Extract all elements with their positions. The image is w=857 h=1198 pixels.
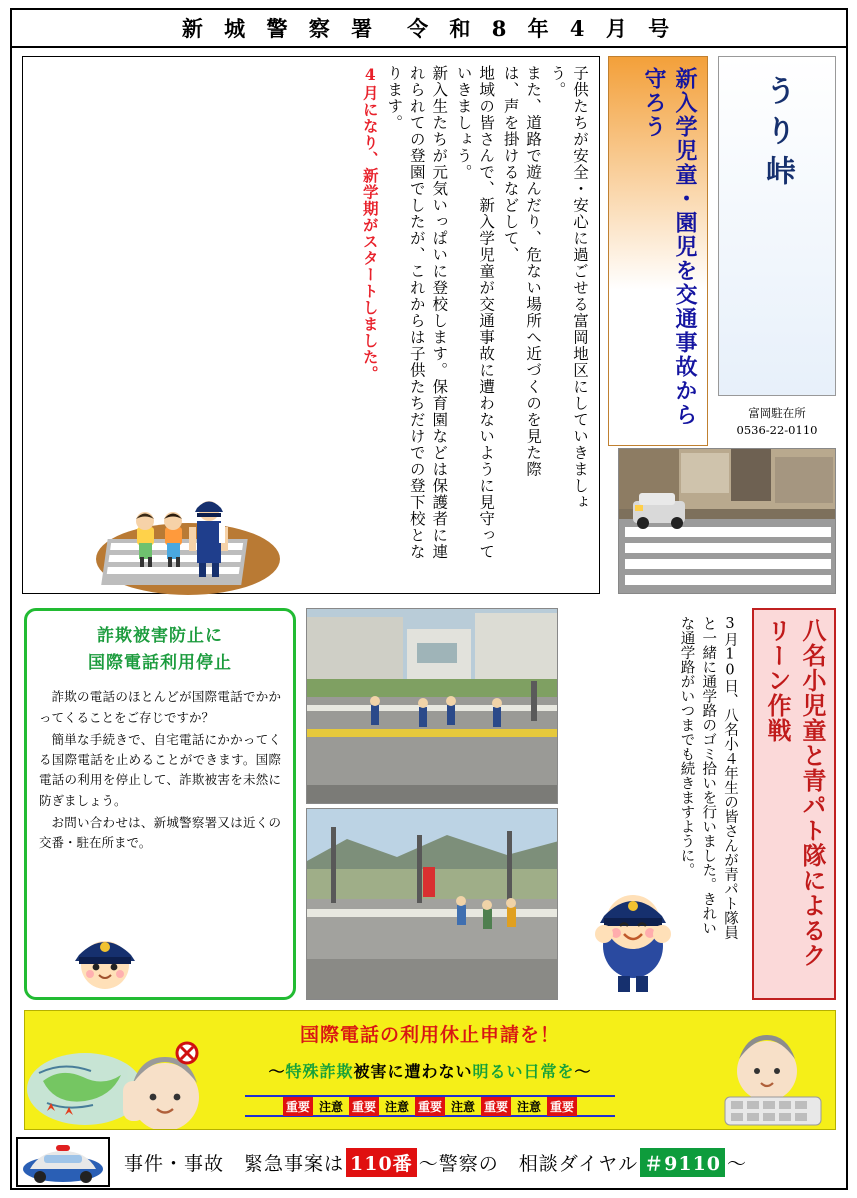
headline-title: 新入学児童・園児を交通事故から守ろう (641, 67, 698, 427)
clean-operation-body: 3月10日、八名小４年生の皆さんが青パト隊員と一緒に通学路のゴミ拾いを行いました。きれいな通学路がいつまでも続きますように。 (678, 616, 738, 940)
contact-office: 富岡駐在所 (748, 405, 806, 420)
ticker-mark-5: 重要 (547, 1097, 577, 1116)
banner-sub-green2: 明るい日常を (472, 1062, 575, 1081)
banner-ticker (245, 1095, 615, 1117)
fraud-paragraph-1: 詐欺の電話のほとんどが国際電話でかかってくることをご存じですか？ (39, 689, 281, 725)
fraud-title (27, 623, 293, 677)
ticker-mark-1: 重要 (283, 1097, 313, 1116)
banner-title: 国際電話の利用休止申請を！ (299, 1024, 560, 1046)
ticker-item-0: 注意 (318, 1099, 343, 1114)
crosswalk-photo (618, 448, 836, 594)
street-photo-bottom (306, 808, 558, 1000)
crossing-guard-illustration (93, 487, 283, 599)
fraud-paragraph-3: お問い合わせは、新城警察署又は近くの交番・駐在所まで。 (39, 814, 281, 851)
ticker-item-2: 注意 (451, 1099, 476, 1114)
patrol-car-icon (16, 1137, 110, 1187)
article-columns (356, 65, 591, 565)
article-col-4: また、道路で遊んだり、危ない場所へ近づくのを見た際は、声を掛けるなどして、 (501, 65, 543, 478)
masthead (12, 10, 846, 48)
street-photo-top (306, 608, 558, 804)
contact-phone: 0536-22-0110 (736, 423, 818, 437)
calligraphy-panel (718, 56, 836, 396)
calligraphy-title: うり峠 (760, 75, 795, 195)
article-col-5: 子供たちが安全・安心に過ごせる富岡地区にしていきましょう。 (548, 65, 589, 511)
contact-info (718, 398, 836, 446)
lead-article (22, 56, 600, 594)
banner-sub-post: 〜 (574, 1062, 592, 1081)
footer (12, 1134, 846, 1190)
ticker-mark-4: 重要 (481, 1097, 511, 1116)
newsletter-page (10, 8, 848, 1190)
emergency-number: 110番 (346, 1148, 417, 1177)
ticker-item-1: 注意 (384, 1099, 409, 1114)
campaign-banner (24, 1010, 836, 1130)
clean-operation-headline: 八名小児童と青パト隊によるクリーン作戦 (763, 618, 827, 968)
article-col-2: 新入生たちが元気いっぱいに登校します。保育園などは保護者に連れられての登園でしたが、これからは子供たちだけでの登下校となります。 (385, 65, 449, 560)
footer-text (124, 1148, 747, 1177)
police-character-illustration (67, 925, 143, 991)
footer-pre: 事件・事故 緊急事案は (124, 1152, 345, 1175)
clean-operation-text-box (564, 608, 746, 1000)
article-col-3: 地域の皆さんで、新入学児童が交通事故に遭わないように見守っていきましょう。 (454, 65, 496, 560)
ticker-mark-2: 重要 (349, 1097, 379, 1116)
banner-sub-black: 被害に遭わない (353, 1062, 473, 1081)
article-col-1: 4月になり、新学期がスタートしました。 (360, 65, 380, 382)
clean-operation-headline-box (752, 608, 836, 1000)
headline-banner (608, 56, 708, 446)
masthead-title: 新 城 警 察 署 令 和 8 年 4 月 号 (181, 16, 677, 41)
fraud-prevention-box (24, 608, 296, 1000)
police-mascot-illustration (574, 876, 692, 996)
middle-section (12, 602, 846, 1008)
banner-sub-pre: 〜 (268, 1062, 286, 1081)
fraud-paragraph-2: 簡単な手続きで、自宅電話にかかってくる国際電話を止めることができます。国際電話の利用を停止して、詐欺被害を未然に防ぎましょう。 (39, 731, 281, 808)
footer-mid: 〜警察の 相談ダイヤル (418, 1152, 639, 1175)
top-section (12, 48, 846, 600)
ticker-mark-3: 重要 (415, 1097, 445, 1116)
ticker-item-3: 注意 (517, 1099, 542, 1114)
footer-post: 〜 (727, 1152, 748, 1175)
fraud-body (39, 687, 281, 853)
fraud-title-line2: 国際電話利用停止 (88, 653, 232, 674)
banner-sub-green1: 特殊詐欺 (285, 1062, 354, 1081)
fraud-title-line1: 詐欺被害防止に (97, 626, 223, 646)
consultation-number: ＃9110 (640, 1148, 725, 1177)
banner-subtitle (25, 1059, 835, 1082)
